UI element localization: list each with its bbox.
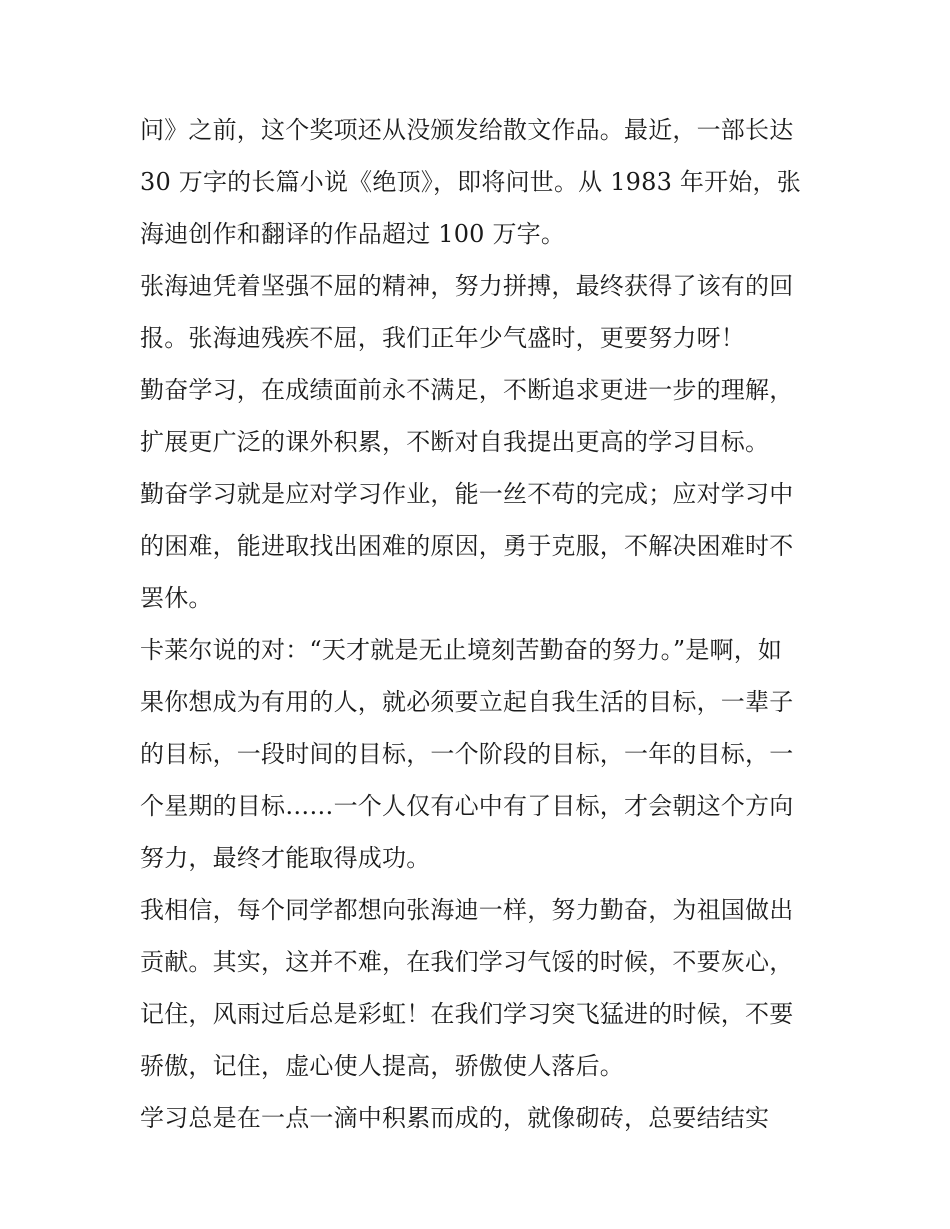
text-line-18: 记住，风雨过后总是彩虹！在我们学习突飞猛进的时候，不要 bbox=[140, 1000, 794, 1028]
text-line-7: 扩展更广泛的课外积累，不断对自我提出更高的学习目标。 bbox=[140, 428, 770, 456]
text-line-10: 罢休。 bbox=[140, 584, 213, 612]
text-line-9: 的困难，能进取找出困难的原因，勇于克服，不解决困难时不 bbox=[140, 532, 794, 560]
text-line-5: 报。张海迪残疾不屈，我们正年少气盛时，更要努力呀！ bbox=[140, 324, 745, 352]
body-text bbox=[140, 104, 820, 1144]
text-line-1: 问》之前，这个奖项还从没颁发给散文作品。最近，一部长达 bbox=[140, 116, 794, 144]
text-line-14: 个星期的目标……一个人仅有心中有了目标，才会朝这个方向 bbox=[140, 792, 794, 820]
text-line-15: 努力，最终才能取得成功。 bbox=[140, 844, 431, 872]
text-line-6: 勤奋学习，在成绩面前永不满足，不断追求更进一步的理解， bbox=[140, 376, 794, 404]
text-line-3: 海迪创作和翻译的作品超过 100 万字。 bbox=[140, 220, 566, 248]
text-line-4: 张海迪凭着坚强不屈的精神，努力拼搏，最终获得了该有的回 bbox=[140, 272, 794, 300]
text-line-2: 30 万字的长篇小说《绝顶》，即将问世。从 1983 年开始，张 bbox=[140, 168, 801, 196]
text-line-13: 的目标，一段时间的目标，一个阶段的目标，一年的目标，一 bbox=[140, 740, 794, 768]
text-line-16: 我相信，每个同学都想向张海迪一样，努力勤奋，为祖国做出 bbox=[140, 896, 794, 924]
text-line-8: 勤奋学习就是应对学习作业，能一丝不苟的完成；应对学习中 bbox=[140, 480, 794, 508]
text-line-20: 学习总是在一点一滴中积累而成的，就像砌砖，总要结结实 bbox=[140, 1104, 770, 1132]
text-line-12: 果你想成为有用的人，就必须要立起自我生活的目标，一辈子 bbox=[140, 688, 794, 716]
text-line-19: 骄傲，记住，虚心使人提高，骄傲使人落后。 bbox=[140, 1052, 624, 1080]
text-line-17: 贡献。其实，这并不难，在我们学习气馁的时候，不要灰心， bbox=[140, 948, 794, 976]
text-line-11: 卡莱尔说的对：“天才就是无止境刻苦勤奋的努力。”是啊，如 bbox=[140, 636, 783, 664]
